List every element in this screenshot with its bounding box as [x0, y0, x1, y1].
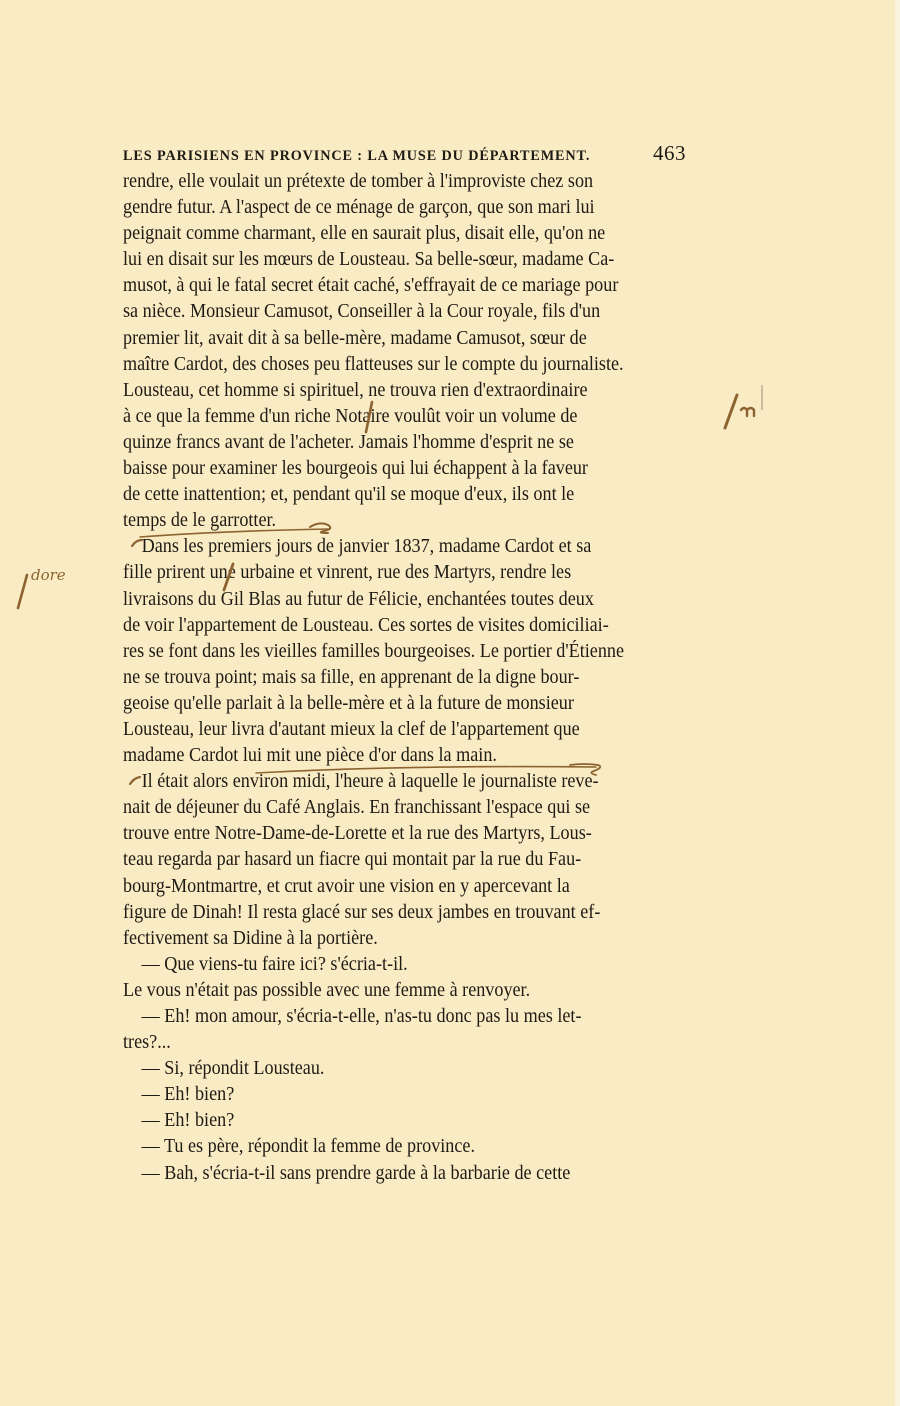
- text-line: Lousteau, leur livra d'autant mieux la clef de l'appartement que: [123, 718, 580, 740]
- page-edge: [895, 0, 900, 1406]
- text-line: Dans les premiers jours de janvier 1837, madame Cardot et sa: [141, 536, 592, 558]
- margin-note-dore: dore: [31, 566, 66, 584]
- text-line: temps de le garrotter.: [123, 510, 277, 532]
- text-line: res se font dans les vieilles familles bourgeoises. Le portier d'Étienne: [123, 640, 625, 662]
- text-line: quinze francs avant de l'acheter. Jamais l'homme d'esprit ne se: [123, 431, 574, 453]
- text-line: maître Cardot, des choses peu flatteuses sur le compte du journaliste.: [123, 353, 624, 375]
- body-text: [123, 169, 686, 1187]
- text-line: teau regarda par hasard un fiacre qui montait par la rue du Fau-: [123, 849, 582, 871]
- text-line: baisse pour examiner les bourgeois qui lui échappent à la faveur: [123, 458, 588, 480]
- text-line: livraisons du Gil Blas au futur de Félicie, enchantées toutes deux: [123, 588, 594, 610]
- running-title: LES PARISIENS EN PROVINCE : LA MUSE DU DÉPARTEMENT.: [123, 148, 591, 164]
- text-line: musot, à qui le fatal secret était caché, s'effrayait de ce mariage pour: [123, 275, 619, 297]
- text-line: figure de Dinah! Il resta glacé sur ses deux jambes en trouvant ef-: [123, 901, 601, 923]
- text-line: ne se trouva point; mais sa fille, en apprenant de la digne bour-: [123, 666, 580, 688]
- text-line: de voir l'appartement de Lousteau. Ces sortes de visites domiciliai-: [123, 614, 609, 636]
- text-line: lui en disait sur les mœurs de Lousteau. Sa belle-sœur, madame Ca-: [123, 249, 615, 271]
- text-line: — Tu es père, répondit la femme de province.: [141, 1136, 476, 1158]
- text-line: à ce que la femme d'un riche Notaire voulût voir un volume de: [123, 405, 578, 427]
- text-line: Il était alors environ midi, l'heure à laquelle le journaliste reve-: [141, 771, 599, 793]
- text-line: Le vous n'était pas possible avec une femme à renvoyer.: [123, 979, 531, 1001]
- text-line: sa nièce. Monsieur Camusot, Conseiller à la Cour royale, fils d'un: [123, 301, 601, 323]
- text-line: trouve entre Notre-Dame-de-Lorette et la rue des Martyrs, Lous-: [123, 823, 592, 845]
- running-header: [123, 141, 686, 167]
- text-line: Lousteau, cet homme si spirituel, ne trouva rien d'extraordinaire: [123, 379, 588, 401]
- text-line: — Que viens-tu faire ici? s'écria-t-il.: [141, 953, 408, 975]
- text-line: madame Cardot lui mit une pièce d'or dans la main.: [123, 745, 497, 767]
- text-line: geoise qu'elle parlait à la belle-mère et à la future de monsieur: [123, 692, 574, 714]
- text-line: fectivement sa Didine à la portière.: [123, 927, 378, 949]
- text-line: de cette inattention; et, pendant qu'il se moque d'eux, ils ont le: [123, 484, 575, 506]
- text-line: tres?...: [123, 1032, 171, 1054]
- text-line: bourg-Montmartre, et crut avoir une vision en y apercevant la: [123, 875, 570, 897]
- text-line: — Eh! bien?: [141, 1110, 235, 1132]
- page-number: 463: [653, 141, 686, 165]
- text-line: nait de déjeuner du Café Anglais. En franchissant l'espace qui se: [123, 797, 591, 819]
- text-line: — Eh! mon amour, s'écria-t-elle, n'as-tu donc pas lu mes let-: [141, 1006, 582, 1027]
- text-line: gendre futur. A l'aspect de ce ménage de garçon, que son mari lui: [123, 197, 595, 219]
- text-line: — Bah, s'écria-t-il sans prendre garde à la barbarie de cette: [141, 1162, 571, 1184]
- text-line: fille prirent une urbaine et vinrent, rue des Martyrs, rendre les: [123, 562, 572, 584]
- text-line: — Si, répondit Lousteau.: [141, 1058, 325, 1080]
- text-line: — Eh! bien?: [141, 1084, 235, 1106]
- text-line: rendre, elle voulait un prétexte de tomber à l'improviste chez son: [123, 171, 594, 192]
- text-line: peignait comme charmant, elle en saurait plus, disait elle, qu'on ne: [123, 223, 606, 245]
- text-line: premier lit, avait dit à sa belle-mère, madame Camusot, sœur de: [123, 327, 587, 349]
